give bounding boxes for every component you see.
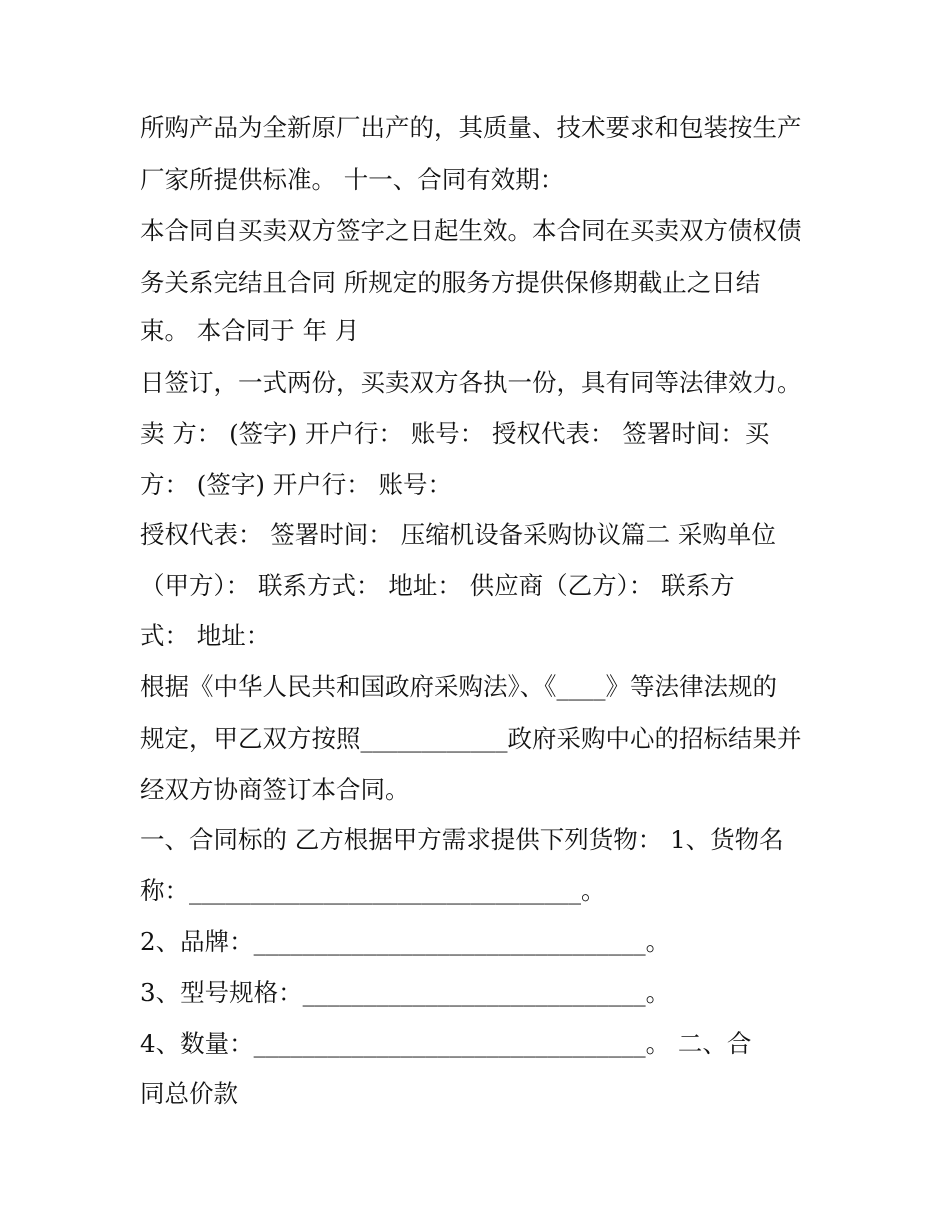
text-line: 所购产品为全新原厂出产的，其质量、技术要求和包装按生产 xyxy=(140,113,802,142)
text-line: 式： 地址： xyxy=(140,621,271,650)
text-line: 束。 本合同于 年 月 xyxy=(140,316,360,345)
text-line: 称：________________________________。 xyxy=(140,876,606,905)
text-line: 方： (签字) 开户行： 账号： xyxy=(140,470,452,499)
text-line: 同总价款 xyxy=(140,1079,238,1108)
text-line: 2、品牌：________________________________。 xyxy=(140,927,671,956)
text-line: 根据《中华人民共和国政府采购法》、《____》等法律法规的 xyxy=(140,672,777,701)
text-line: 卖 方： (签字) 开户行： 账号： 授权代表： 签署时间：买 xyxy=(140,419,770,448)
text-line: 规定，甲乙双方按照____________政府采购中心的招标结果并 xyxy=(140,724,802,753)
text-line: 日签订，一式两份，买卖双方各执一份，具有同等法律效力。 xyxy=(140,368,802,397)
text-line: （甲方）： 联系方式： 地址： 供应商（乙方）： 联系方 xyxy=(140,571,735,600)
text-line: 4、数量：________________________________。 二、合 xyxy=(140,1029,752,1058)
text-line: 一、合同标的 乙方根据甲方需求提供下列货物： 1、货物名 xyxy=(140,825,784,854)
text-line: 务关系完结且合同 所规定的服务方提供保修期截止之日结 xyxy=(140,268,761,297)
text-line: 本合同自买卖双方签字之日起生效。本合同在买卖双方债权债 xyxy=(140,216,802,245)
text-line: 授权代表： 签署时间： 压缩机设备采购协议篇二 采购单位 xyxy=(140,520,776,549)
text-line: 3、型号规格：____________________________。 xyxy=(140,978,671,1007)
text-line: 厂家所提供标准。 十一、合同有效期： xyxy=(140,165,565,194)
text-line: 经双方协商签订本合同。 xyxy=(140,775,410,804)
